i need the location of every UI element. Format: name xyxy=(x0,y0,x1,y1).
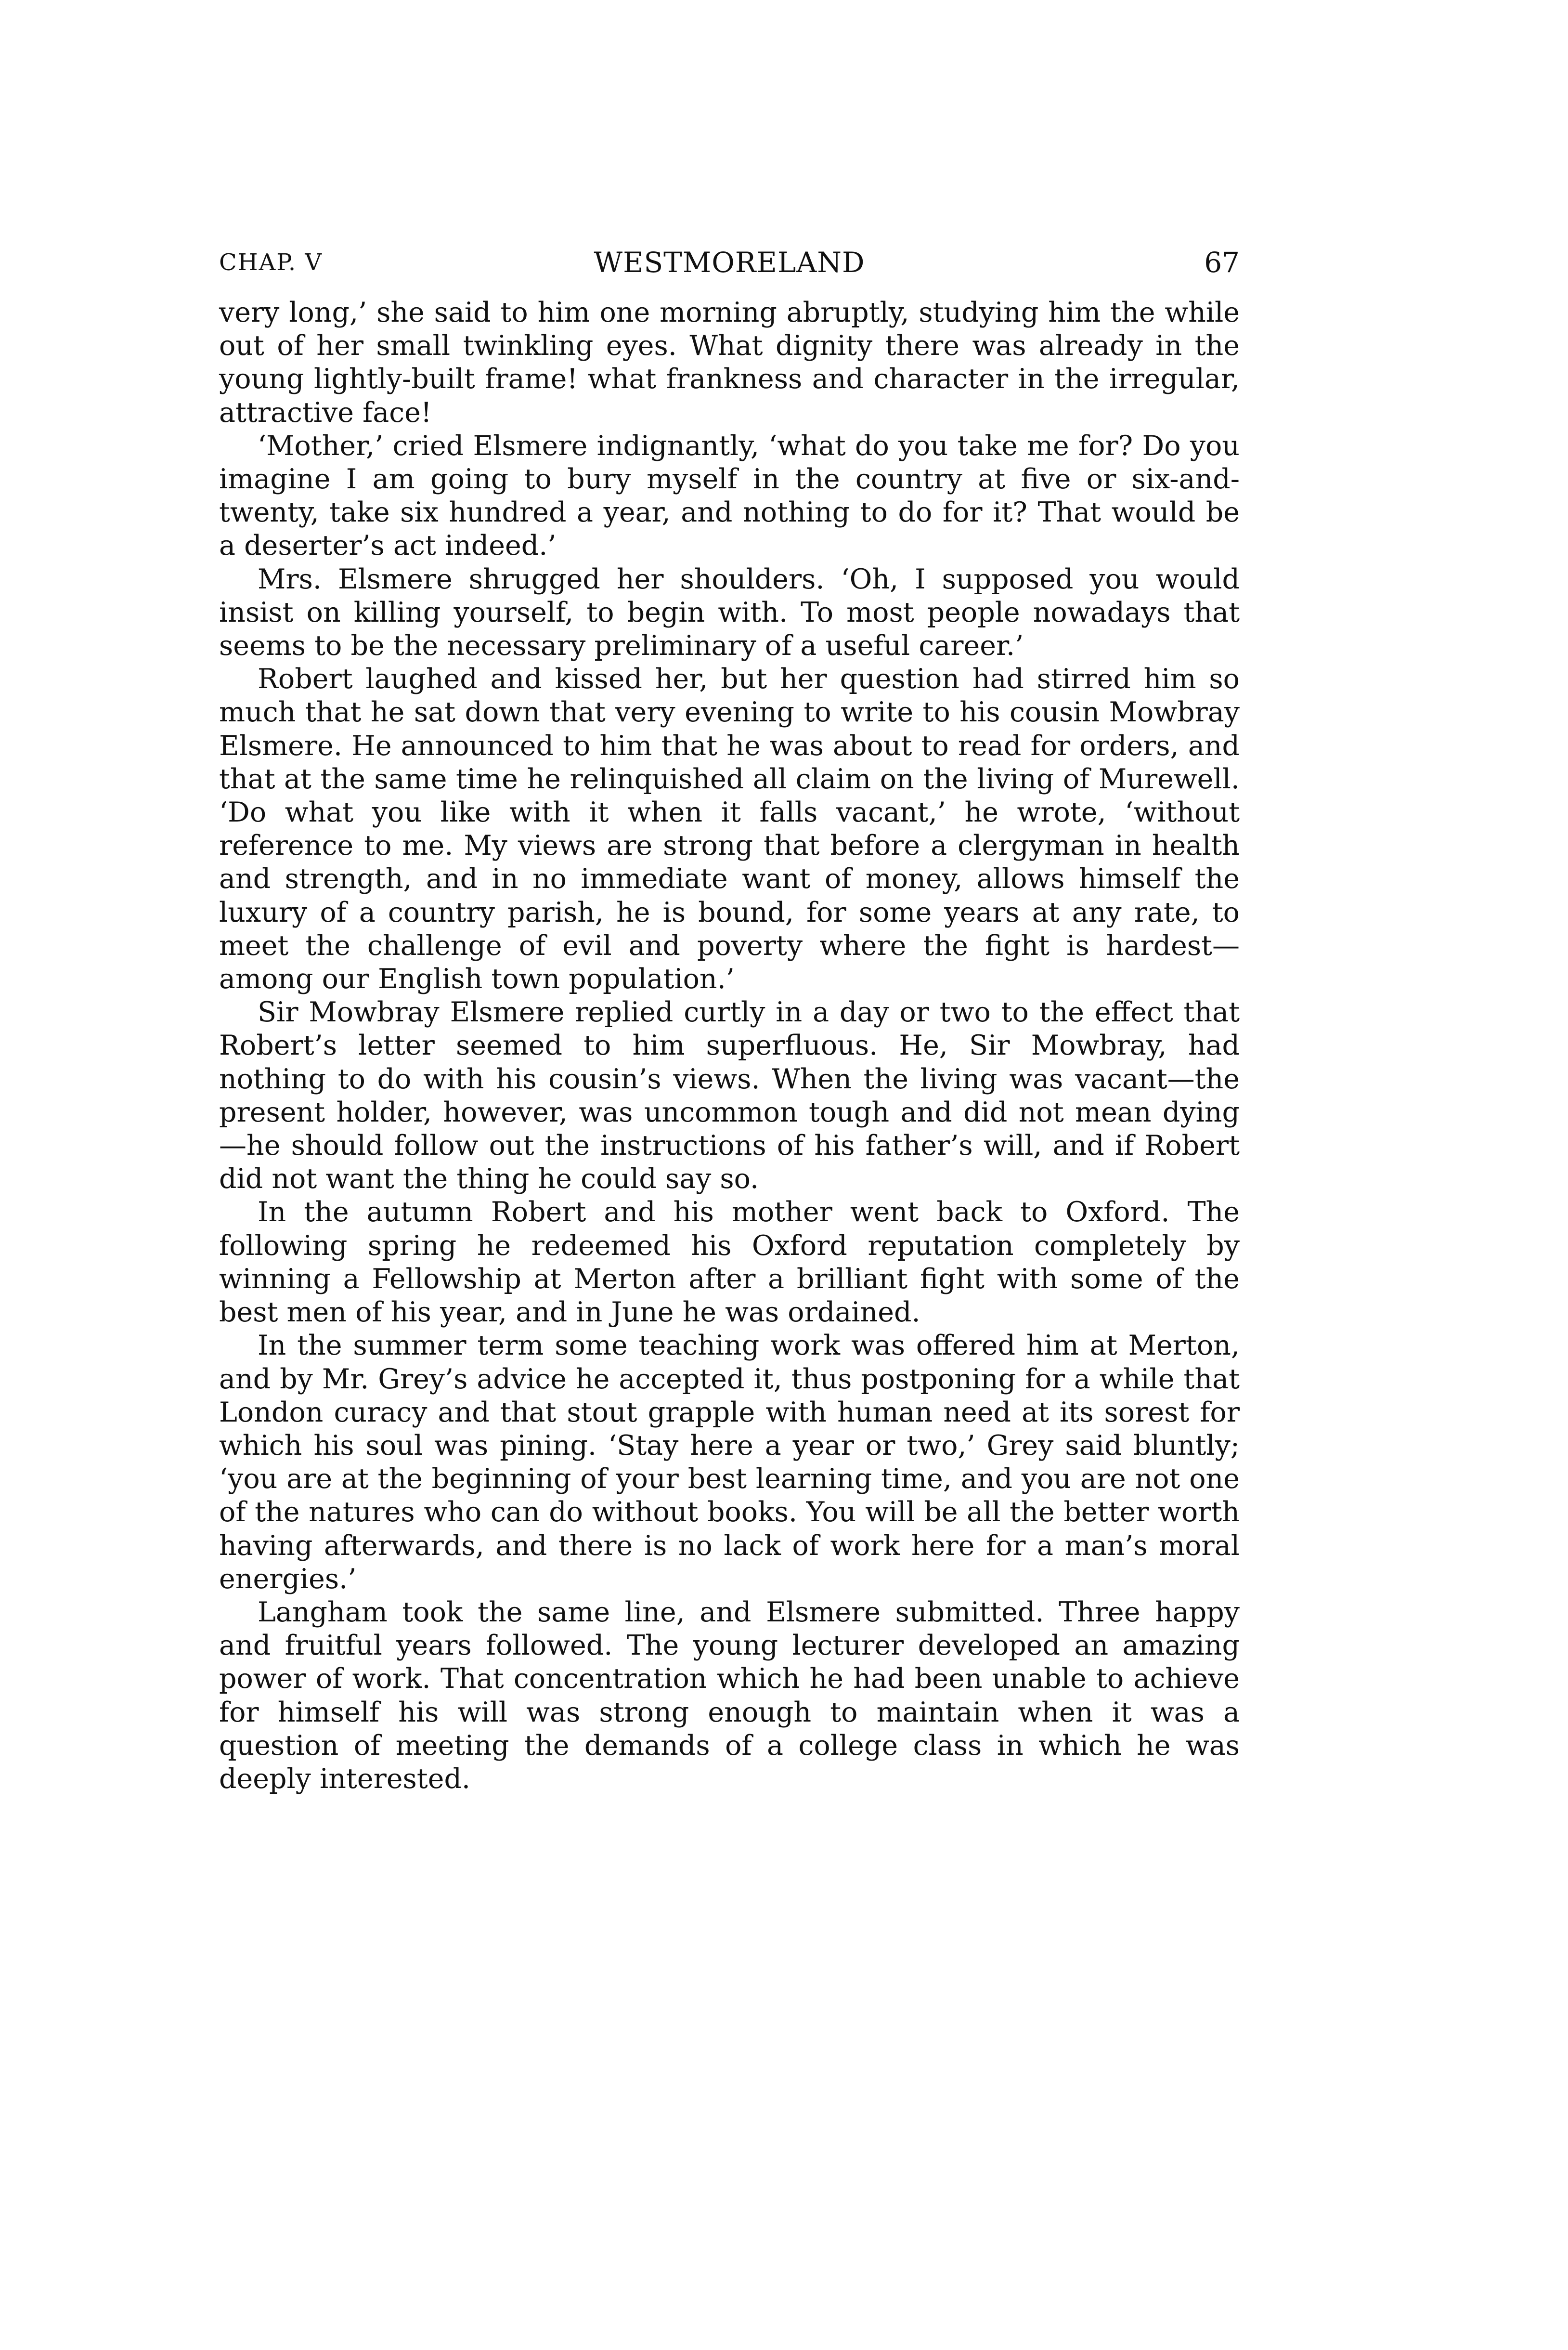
paragraph-3: Mrs. Elsmere shrugged her shoulders. ‘Oh, I supposed you would insist on killing yourself, to begin with. To most people nowadays that seems to be the necessary preliminary of a useful career.’ xyxy=(219,563,1240,662)
body-text xyxy=(219,296,1240,1796)
paragraph-2: ‘Mother,’ cried Elsmere indignantly, ‘what do you take me for? Do you imagine I am going to bury myself in the country at five or six-and-twenty, take six hundred a year, and nothing to do for it? That would be a deserter’s act indeed.’ xyxy=(219,430,1240,562)
paragraph-8: Langham took the same line, and Elsmere submitted. Three happy and fruitful years followed. The young lecturer developed an amazing power of work. That concentration which he had been unable to achieve for himself his will was strong enough to maintain when it was a question of meeting the demands of a college class in which he was deeply interested. xyxy=(219,1596,1240,1795)
paragraph-6: In the autumn Robert and his mother went back to Oxford. The following spring he redeemed his Oxford reputation completely by winning a Fellowship at Merton after a brilliant fight with some of the best men of his year, and in June he was ordained. xyxy=(219,1196,1240,1329)
chapter-title: WESTMORELAND xyxy=(594,246,865,279)
paragraph-4: Robert laughed and kissed her, but her question had stirred him so much that he sat down that very evening to write to his cousin Mowbray Elsmere. He announced to him that he was about to read for orders, and that at the same time he relinquished all claim on the living of Murewell. ‘Do what you like with it when it falls vacant,’ he wrote, ‘without reference to me. My views are strong that before a clergyman in health and strength, and in no immediate want of money, allows himself the luxury of a country parish, he is bound, for some years at any rate, to meet the challenge of evil and poverty where the fight is hardest—among our English town population.’ xyxy=(219,663,1240,995)
chapter-label: CHAP. V xyxy=(219,249,323,276)
paragraph-5: Sir Mowbray Elsmere replied curtly in a day or two to the effect that Robert’s letter seemed to him superfluous. He, Sir Mowbray, had nothing to do with his cousin’s views. When the living was vacant—the present holder, however, was uncommon tough and did not mean dying—he should follow out the instructions of his father’s will, and if Robert did not want the thing he could say so. xyxy=(219,996,1240,1195)
paragraph-1: very long,’ she said to him one morning abruptly, studying him the while out of her small twinkling eyes. What dignity there was already in the young lightly-built frame! what frankness and character in the irregular, attractive face! xyxy=(219,297,1240,429)
book-page xyxy=(219,243,1240,1796)
running-head xyxy=(219,243,1240,282)
page-number: 67 xyxy=(1204,246,1240,279)
paragraph-7: In the summer term some teaching work was offered him at Merton, and by Mr. Grey’s advice he accepted it, thus postponing for a while that London curacy and that stout grapple with human need at its sorest for which his soul was pining. ‘Stay here a year or two,’ Grey said bluntly; ‘you are at the beginning of your best learning time, and you are not one of the natures who can do without books. You will be all the better worth having afterwards, and there is no lack of work here for a man’s moral energies.’ xyxy=(219,1330,1240,1595)
